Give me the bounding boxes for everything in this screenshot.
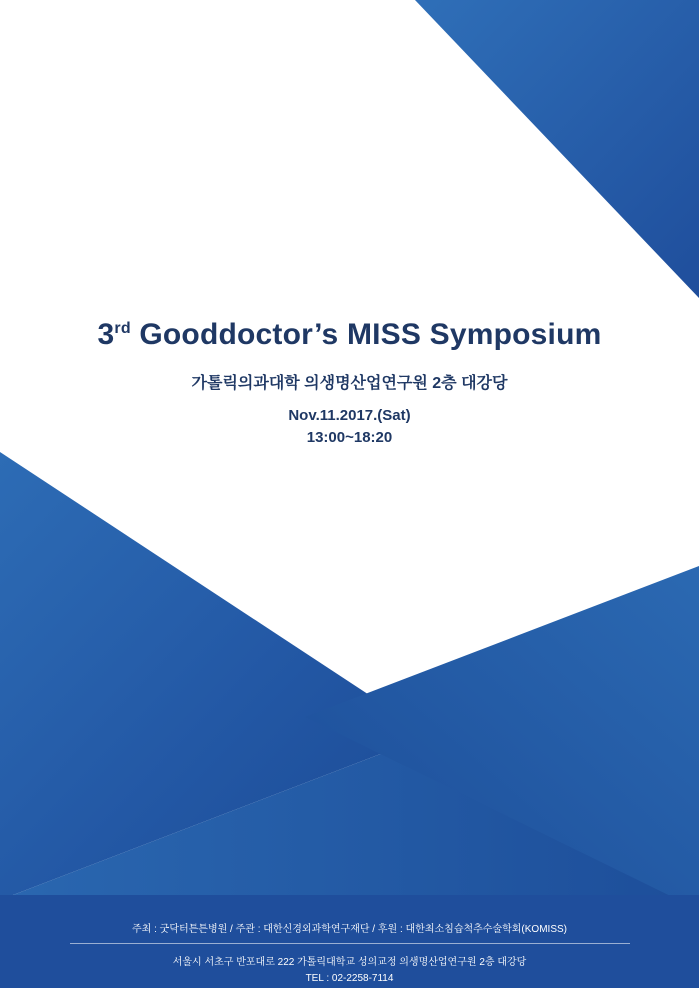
- venue-line: 가톨릭의과대학 의생명산업연구원 2층 대강당: [191, 375, 508, 392]
- title-block: [0, 318, 699, 446]
- footer-address: 서울시 서초구 반포대로 222 가톨릭대학교 성의교정 의생명산업연구원 2층 대강당: [172, 957, 527, 968]
- title-ordinal-number: 3: [97, 318, 115, 351]
- title-main-text: Gooddoctor’s MISS Symposium: [139, 318, 602, 351]
- date-line: Nov.11.2017.(Sat): [288, 407, 411, 424]
- shape-top-right-wedge: [415, 0, 699, 298]
- page-title: [0, 318, 699, 351]
- footer-divider: [70, 943, 630, 944]
- title-ordinal-suffix: rd: [114, 320, 131, 337]
- footer-telephone: TEL : 02-2258-7114: [305, 973, 394, 984]
- time-line: 13:00~18:20: [306, 429, 393, 446]
- footer: [0, 910, 699, 988]
- footer-organizers: 주최 : 굿닥터튼튼병원 / 주관 : 대한신경외과학연구재단 / 후원 : 대한최소침습척추수술학회(KOMISS): [132, 924, 567, 935]
